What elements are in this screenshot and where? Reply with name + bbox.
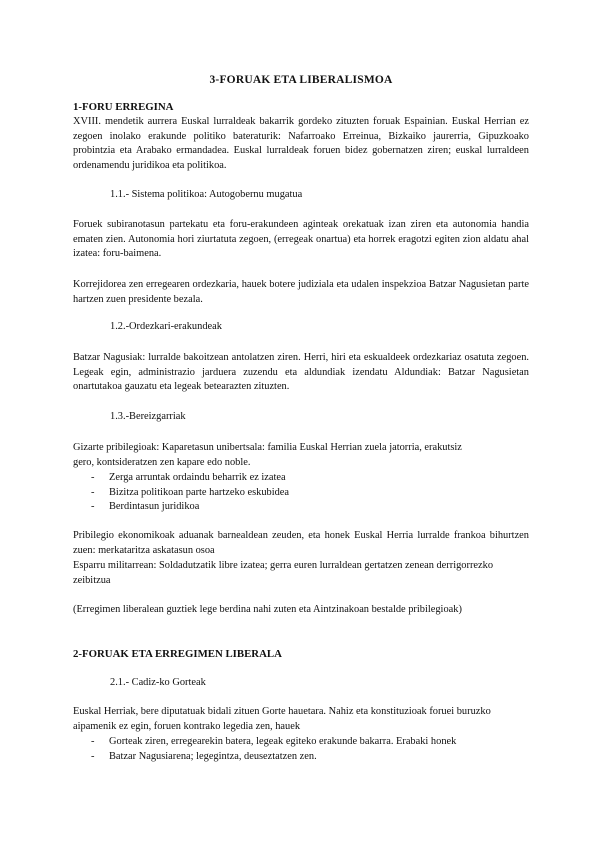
paragraph-1-3-line-2: gero, kontsideratzen zen kapare edo noble. — [73, 457, 251, 468]
subsection-heading-1-1: 1.1.- Sistema politikoa: Autogobernu mugatua — [110, 189, 303, 200]
paragraph-2-1: Euskal Herriak, bere diputatuak bidali zituen Gorte hauetara. Nahiz eta konstituzioak foruei buruzko aipamenik ez egin, foruen kontrako legedia zen, hauek — [73, 706, 491, 732]
paragraph-note: (Erregimen liberalean guztiek lege berdina nahi zuten eta Aintzinakoan bestalde pribilegioak) — [73, 604, 462, 615]
list-item: - Bizitza politikoan parte hartzeko eskubidea — [73, 486, 529, 501]
subsection-heading-1-3: 1.3.-Bereizgarriak — [110, 411, 186, 422]
list-item: - Batzar Nagusiarena; legegintza, deuseztatzen zen. — [73, 750, 529, 765]
subsection-heading-1-2: 1.2.-Ordezkari-erakundeak — [110, 321, 222, 332]
list-item: - Zerga arruntak ordaindu beharrik ez izatea — [73, 471, 529, 486]
list-item: - Gorteak ziren, erregearekin batera, legeak egiteko erakunde bakarra. Erabaki honek — [73, 735, 529, 750]
list-item: - Berdintasun juridikoa — [73, 500, 529, 515]
page-title: 3-FORUAK ETA LIBERALISMOA — [209, 74, 393, 86]
paragraph-1-1-b: Korrejidorea zen erregearen ordezkaria, hauek botere judiziala eta udalen inspekzioa Batzar Nagusietan parte hartzen zuen presidente bezala. — [73, 279, 529, 305]
section-heading-2: 2-FORUAK ETA ERREGIMEN LIBERALA — [73, 648, 282, 660]
privileges-list — [73, 471, 529, 515]
paragraph-1-1-a: Foruek subiranotasun partekatu eta foru-erakundeen aginteak orekatuak izan ziren eta autonomia handia ematen zien. Autonomia hori ziurtatuta zegoen, (erregeak onartua) eta horrek eragotzi egiten zion aldatu ahal izatea: foru-baimena. — [73, 219, 529, 260]
gorteak-list — [73, 735, 529, 764]
subsection-heading-2-1: 2.1.- Cadiz-ko Gorteak — [110, 677, 206, 688]
section-1-intro: XVIII. mendetik aurrera Euskal lurraldeak bakarrik gordeko zituzten foruak Espainian. Euskal Herrian ez zegoen inolako erakunde politiko bateraturik: Nafarroako Erreinua, Bizkaiko jaurerria, Gipuzkoako probintzia eta Arabako ermandadea. Euskal lurraldeak foruen bidez gobernatzen ziren; euskal lurraldeen ordenamendu juridikoa eta politikoa. — [73, 116, 529, 171]
paragraph-1-3-line-1: Gizarte pribilegioak: Kaparetasun unibertsala: familia Euskal Herrian zuela jatorria, erakutsiz — [73, 442, 462, 453]
paragraph-1-2: Batzar Nagusiak: lurralde bakoitzean antolatzen ziren. Herri, hiri eta eskualdeek ordezkariaz osatuta zegoen. Legeak egin, administrazio jarduera zuzendu eta aldundiak izendatu Aldundiak: Batzar Nagusietan onartutakoa gauzatu eta legeak betearazten zituzten. — [73, 352, 529, 393]
section-heading-1: 1-FORU ERREGINA — [73, 101, 174, 113]
paragraph-economic-privileges: Pribilegio ekonomikoak aduanak barnealdean zeuden, eta honek Euskal Herria lurralde frankoa bihurtzen zuen: merkataritza askatasun osoa — [73, 530, 529, 556]
paragraph-military-privileges: Esparru militarrean: Soldadutzatik libre izatea; gerra euren lurraldean gertatzen zenean derrigorrezko zeibitzua — [73, 560, 494, 586]
